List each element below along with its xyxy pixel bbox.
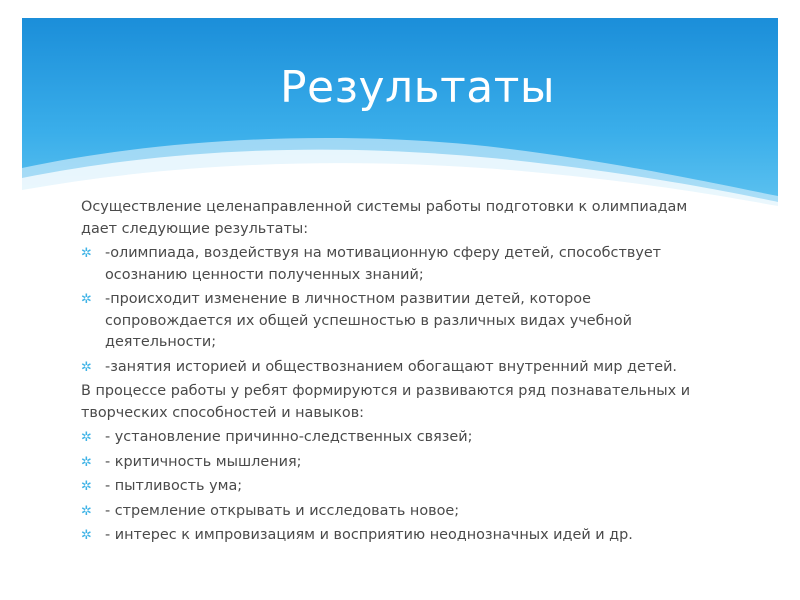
paragraph: Осуществление целенаправленной системы работы подготовки к олимпиадам дает следующие результаты: (81, 199, 688, 237)
slide-content (81, 197, 721, 550)
bullet-text: - стремление открывать и исследовать новое; (105, 502, 460, 519)
bullet-item (81, 427, 721, 449)
bullet-text: - пытливость ума; (105, 478, 243, 494)
asterisk-bullet-icon: ✲ (81, 454, 92, 470)
asterisk-bullet-icon: ✲ (81, 359, 92, 375)
asterisk-bullet-icon: ✲ (81, 479, 92, 494)
asterisk-bullet-icon: ✲ (81, 528, 92, 543)
asterisk-bullet-icon: ✲ (81, 246, 92, 261)
bullet-item (81, 357, 721, 379)
bullet-text: - интерес к импровизациям и восприятию неоднозначных идей и др. (105, 527, 633, 543)
bullet-item (81, 476, 721, 498)
bullet-text: -олимпиада, воздействуя на мотивационную сферу детей, способствует осознанию ценности полученных знаний; (105, 245, 662, 283)
bullet-item (81, 243, 721, 286)
bullet-item (81, 452, 721, 474)
bullet-item (81, 289, 721, 354)
bullet-item (81, 501, 721, 523)
asterisk-bullet-icon: ✲ (81, 292, 92, 307)
bullet-item (81, 525, 721, 547)
bullet-text: -происходит изменение в личностном развитии детей, которое сопровождается их общей успешностью в различных видах учебной деятельности; (105, 291, 633, 350)
bullet-text: -занятия историей и обществознанием обогащают внутренний мир детей. (105, 358, 677, 375)
asterisk-bullet-icon: ✲ (81, 503, 92, 519)
bullet-text: - установление причинно-следственных связей; (105, 429, 473, 445)
bullet-text: - критичность мышления; (105, 453, 302, 470)
asterisk-bullet-icon: ✲ (81, 430, 92, 445)
paragraph: В процессе работы у ребят формируются и развиваются ряд познавательных и творческих способностей и навыков: (81, 383, 691, 421)
slide-title: Результаты (280, 62, 556, 113)
